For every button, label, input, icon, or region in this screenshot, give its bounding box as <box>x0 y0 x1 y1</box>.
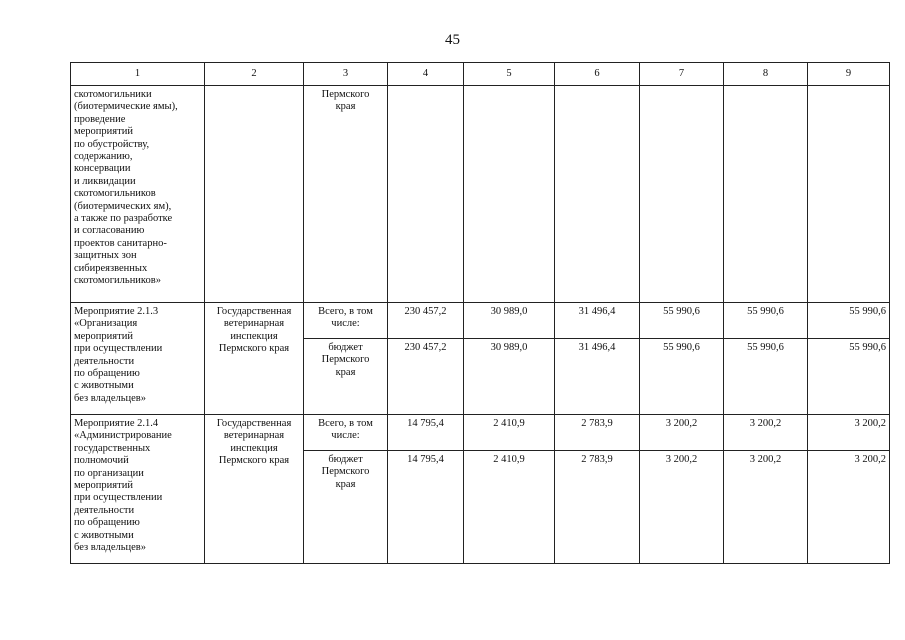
activity-2-1-3-budget-col5: 30 989,0 <box>464 339 555 415</box>
activity-2-1-3-budget-col6: 31 496,4 <box>555 339 640 415</box>
continuation-executor <box>205 86 304 303</box>
column-header-8: 8 <box>724 63 808 86</box>
activity-2-1-3-total-row <box>71 303 890 339</box>
activity-2-1-4-total-col8: 3 200,2 <box>724 415 808 451</box>
activity-2-1-3-total-col9: 55 990,6 <box>808 303 890 339</box>
column-header-2: 2 <box>205 63 304 86</box>
activity-2-1-4-executor: Государственная ветеринарная инспекция Пермского края <box>205 415 304 564</box>
column-number-header-row <box>71 63 890 86</box>
activity-2-1-4-total-col9: 3 200,2 <box>808 415 890 451</box>
continuation-cell-8 <box>724 86 808 303</box>
continuation-activity-name: скотомогильники (биотермические ямы), проведение мероприятий по обустройству, содержанию, консервации и ликвидации скотомогильников (биотермических ям), а также по разработке и согласованию проектов санитарно- защитных зон сибиреязвенных скотомогильников» <box>71 86 205 303</box>
continuation-funding-source: Пермского края <box>304 86 388 303</box>
continuation-row <box>71 86 890 303</box>
column-header-4: 4 <box>388 63 464 86</box>
column-header-5: 5 <box>464 63 555 86</box>
activity-2-1-3-budget-col8: 55 990,6 <box>724 339 808 415</box>
program-activities-table <box>70 62 890 564</box>
activity-2-1-3-budget-col9: 55 990,6 <box>808 339 890 415</box>
activity-2-1-3-total-col4: 230 457,2 <box>388 303 464 339</box>
activity-2-1-3-budget-col7: 55 990,6 <box>640 339 724 415</box>
page-number: 45 <box>445 32 460 48</box>
continuation-cell-7 <box>640 86 724 303</box>
activity-2-1-3-total-col5: 30 989,0 <box>464 303 555 339</box>
activity-2-1-4-name: Мероприятие 2.1.4 «Администрирование государственных полномочий по организации мероприятий при осуществлении деятельности по обращению с животными без владельцев» <box>71 415 205 564</box>
activity-2-1-3-total-col6: 31 496,4 <box>555 303 640 339</box>
activity-2-1-3-total-col8: 55 990,6 <box>724 303 808 339</box>
column-header-9: 9 <box>808 63 890 86</box>
activity-2-1-4-budget-col6: 2 783,9 <box>555 451 640 564</box>
activity-2-1-4-total-col7: 3 200,2 <box>640 415 724 451</box>
continuation-cell-6 <box>555 86 640 303</box>
activity-2-1-4-total-col6: 2 783,9 <box>555 415 640 451</box>
activity-2-1-4-total-label: Всего, в том числе: <box>304 415 388 451</box>
activity-2-1-4-budget-col4: 14 795,4 <box>388 451 464 564</box>
activity-2-1-3-executor: Государственная ветеринарная инспекция Пермского края <box>205 303 304 415</box>
continuation-cell-4 <box>388 86 464 303</box>
activity-2-1-4-total-row <box>71 415 890 451</box>
activity-2-1-3-name: Мероприятие 2.1.3 «Организация мероприятий при осуществлении деятельности по обращению с животными без владельцев» <box>71 303 205 415</box>
activity-2-1-4-budget-label: бюджет Пермского края <box>304 451 388 564</box>
continuation-cell-9 <box>808 86 890 303</box>
column-header-1: 1 <box>71 63 205 86</box>
activity-2-1-3-budget-col4: 230 457,2 <box>388 339 464 415</box>
activity-2-1-4-total-col4: 14 795,4 <box>388 415 464 451</box>
activity-2-1-3-budget-label: бюджет Пермского края <box>304 339 388 415</box>
activity-2-1-4-total-col5: 2 410,9 <box>464 415 555 451</box>
activity-2-1-4-budget-col8: 3 200,2 <box>724 451 808 564</box>
activity-2-1-4-budget-col9: 3 200,2 <box>808 451 890 564</box>
activity-2-1-3-total-col7: 55 990,6 <box>640 303 724 339</box>
activity-2-1-4-budget-col5: 2 410,9 <box>464 451 555 564</box>
column-header-6: 6 <box>555 63 640 86</box>
column-header-3: 3 <box>304 63 388 86</box>
activity-2-1-3-total-label: Всего, в том числе: <box>304 303 388 339</box>
continuation-cell-5 <box>464 86 555 303</box>
activity-2-1-4-budget-col7: 3 200,2 <box>640 451 724 564</box>
column-header-7: 7 <box>640 63 724 86</box>
